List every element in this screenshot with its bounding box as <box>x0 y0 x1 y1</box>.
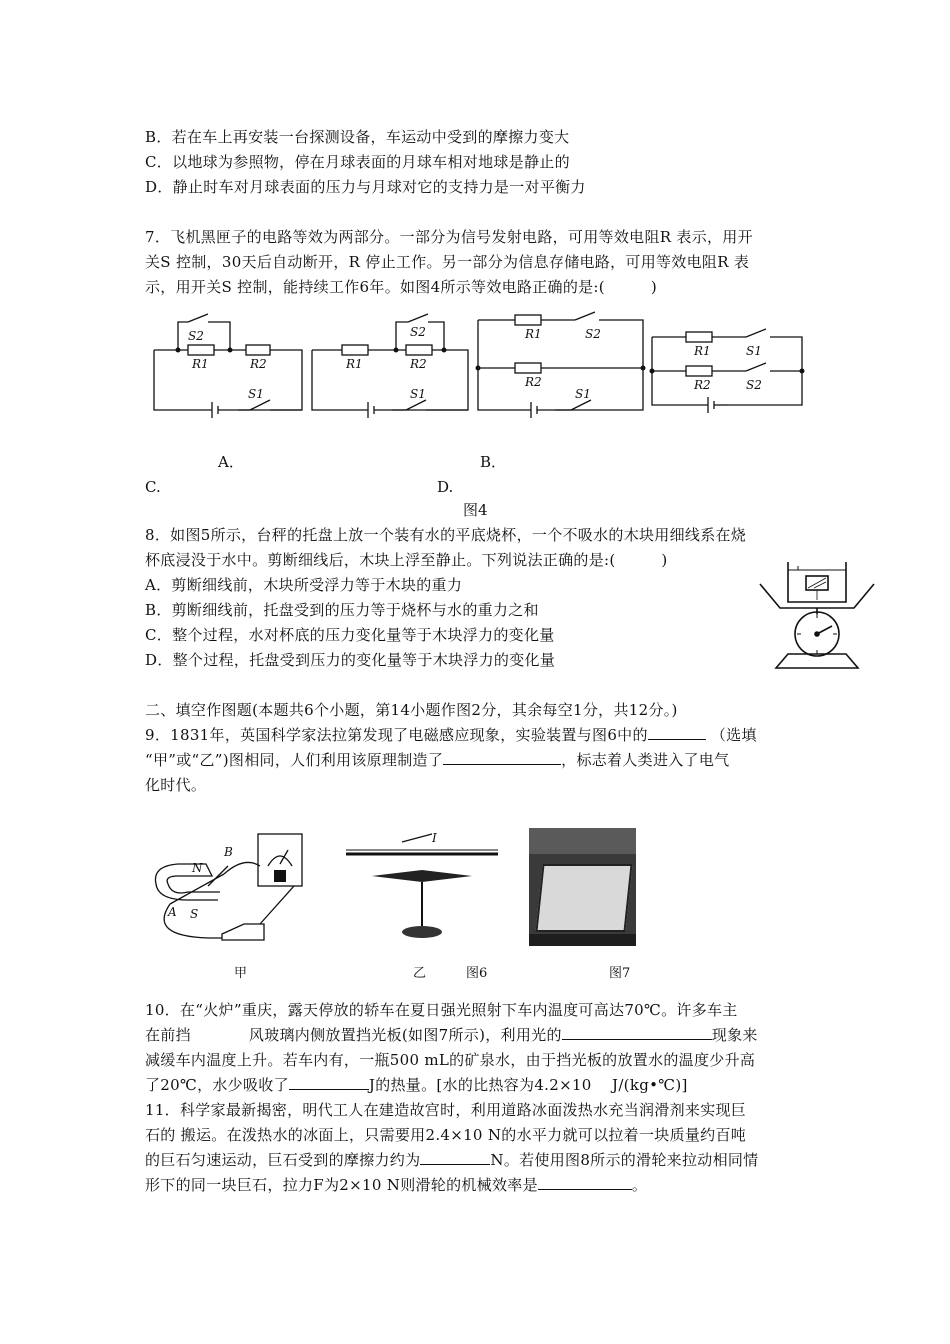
q9-line-3: 化时代。 <box>145 776 207 794</box>
q7-line-2: 关S 控制，30天后自动断开，R 停止工作。另一部分为信息存储电路，可用等效电阻R 表 <box>145 253 750 271</box>
q11-blank-2[interactable] <box>538 1175 632 1190</box>
label-s2: S2 <box>746 378 762 392</box>
label-r1: R1 <box>192 357 209 371</box>
q10-text-2c: 现象来 <box>711 1026 758 1044</box>
section-2-heading: 二、填空作图题(本题共6个小题，第14小题作图2分，其余每空1分，共12分。) <box>145 701 678 719</box>
q10-text-2a: 在前挡 <box>145 1026 191 1044</box>
label-r1: R1 <box>525 327 542 341</box>
q6-option-b: B．若在车上再安装一台探测设备，车运动中受到的摩擦力变大 <box>145 128 570 146</box>
option-b-label: B． <box>480 453 507 471</box>
q11-line-2: 石的 搬运。在泼热水的冰面上，只需要用2.4×10 N的水平力就可以拉着一块质量约百吨 <box>145 1126 747 1144</box>
label-s2: S2 <box>188 329 204 343</box>
label-a: A <box>168 905 177 919</box>
q9-blank-2[interactable] <box>443 750 561 765</box>
figure-4-caption: 图4 <box>463 501 488 519</box>
q9-line-2 <box>145 750 729 770</box>
q10-blank-2[interactable] <box>289 1075 369 1090</box>
q10-text-4b: J的热量。[水的比热容为4.2×10 J/(kg•℃)] <box>368 1076 688 1094</box>
q7-line-3: 示，用开关S 控制，能持续工作6年。如图4所示等效电路正确的是:( ) <box>145 278 657 296</box>
q11-text-3a: 的巨石匀速运动，巨石受到的摩擦力约为 <box>145 1151 421 1169</box>
caption-jia: 甲 <box>234 966 248 981</box>
q10-line-2 <box>145 1025 758 1045</box>
label-r2: R2 <box>525 375 542 389</box>
label-s1: S1 <box>746 344 762 358</box>
q8-option-c: C．整个过程，水对杯底的压力变化量等于木块浮力的变化量 <box>145 626 555 644</box>
circuit-diagram-b <box>310 312 475 422</box>
caption-fig-6: 图6 <box>466 966 488 981</box>
circuit-diagram-c <box>475 312 650 422</box>
label-s2: S2 <box>410 325 426 339</box>
caption-fig-7: 图7 <box>609 966 631 981</box>
q8-option-b: B．剪断细线前，托盘受到的压力等于烧杯与水的重力之和 <box>145 601 539 619</box>
label-r1: R1 <box>694 344 711 358</box>
label-current: I <box>432 831 437 845</box>
label-r2: R2 <box>410 357 427 371</box>
label-r2: R2 <box>694 378 711 392</box>
q11-line-1: 11．科学家最新揭密，明代工人在建造故宫时，利用道路冰面泼热水充当润滑剂来实现巨 <box>145 1101 747 1119</box>
label-s2: S2 <box>585 327 601 341</box>
oersted-experiment-figure <box>342 826 502 948</box>
q11-text-4a: 形下的同一块巨石，拉力F为2×10 N则滑轮的机械效率是 <box>145 1176 538 1194</box>
q9-blank-1[interactable] <box>648 725 706 740</box>
q11-text-4b: 。 <box>631 1176 648 1194</box>
q8-line-2: 杯底浸没于水中。剪断细线后，木块上浮至静止。下列说法正确的是:( ) <box>145 551 668 569</box>
q10-blank-1[interactable] <box>562 1025 712 1040</box>
option-c-label: C. <box>145 478 161 496</box>
q11-blank-1[interactable] <box>420 1150 490 1165</box>
circuit-diagram-d <box>650 315 810 415</box>
scale-figure <box>758 558 876 670</box>
option-d-label: D. <box>437 478 454 496</box>
option-a-label: A． <box>218 453 244 471</box>
q10-text-2b: 风玻璃内侧放置挡光板(如图7所示)，利用光的 <box>248 1026 562 1044</box>
q8-option-a: A．剪断细线前，木块所受浮力等于木块的重力 <box>145 576 463 594</box>
q9-text-2b: ，标志着人类进入了电气 <box>561 751 730 769</box>
q9-text-2a: “甲”或“乙”)图相同，人们利用该原理制造了 <box>145 751 444 769</box>
label-b: B <box>224 845 233 859</box>
q10-line-1: 10．在“火炉”重庆，露天停放的轿车在夏日强光照射下车内温度可高达70℃。许多车主 <box>145 1001 738 1019</box>
label-s1: S1 <box>410 387 426 401</box>
q6-option-d: D．静止时车对月球表面的压力与月球对它的支持力是一对平衡力 <box>145 178 586 196</box>
q9-line-1 <box>145 725 757 745</box>
q9-text-1b: （选填 <box>710 726 757 744</box>
q10-text-4a: 了20℃，水少吸收了 <box>145 1076 289 1094</box>
q11-line-3 <box>145 1150 758 1170</box>
caption-yi: 乙 <box>413 966 427 981</box>
label-n: N <box>192 861 203 875</box>
q8-line-1: 8．如图5所示，台秤的托盘上放一个装有水的平底烧杯，一个不吸水的木块用细线系在烧 <box>145 526 747 544</box>
label-s1: S1 <box>248 387 264 401</box>
q8-option-d: D．整个过程，托盘受到压力的变化量等于木块浮力的变化量 <box>145 651 556 669</box>
faraday-experiment-figure <box>148 826 318 948</box>
circuit-diagram-a <box>150 312 310 422</box>
q11-line-4 <box>145 1175 647 1195</box>
label-s: S <box>190 907 199 921</box>
sunshade-photo <box>529 828 636 946</box>
q11-text-3b: N。若使用图8所示的滑轮来拉动相同情 <box>490 1151 759 1169</box>
q7-line-1: 7．飞机黑匣子的电路等效为两部分。一部分为信号发射电路，可用等效电阻R 表示，用开 <box>145 228 753 246</box>
q9-text-1a: 9．1831年，英国科学家法拉第发现了电磁感应现象，实验装置与图6中的 <box>145 726 648 744</box>
q6-option-c: C．以地球为参照物，停在月球表面的月球车相对地球是静止的 <box>145 153 570 171</box>
label-r2: R2 <box>250 357 267 371</box>
q10-line-4 <box>145 1075 688 1095</box>
label-r1: R1 <box>346 357 363 371</box>
q10-line-3: 减缓车内温度上升。若车内有，一瓶500 mL的矿泉水，由于挡光板的放置水的温度少升高 <box>145 1051 756 1069</box>
label-s1: S1 <box>575 387 591 401</box>
